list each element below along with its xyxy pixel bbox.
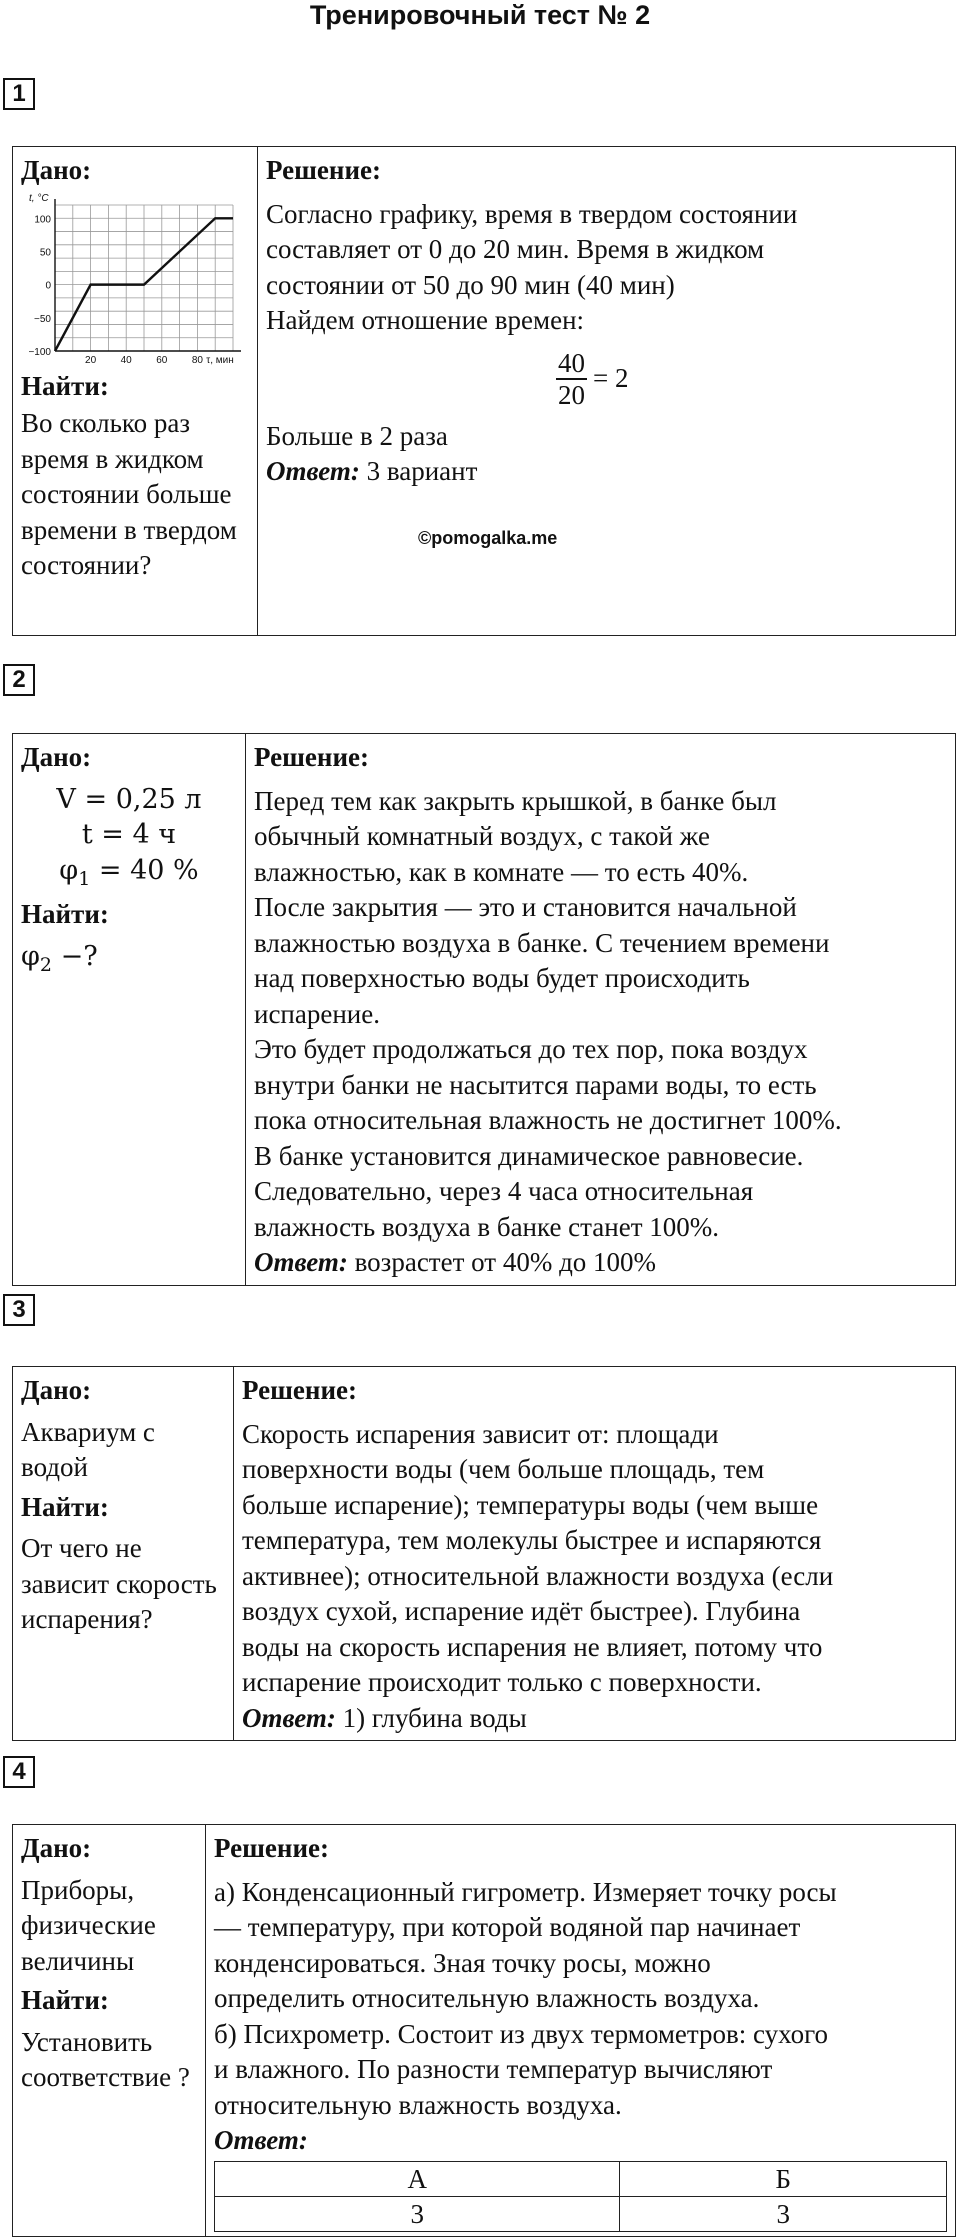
find-quantity (21, 939, 237, 984)
solution-text (242, 1417, 947, 1701)
find-text: Во сколько раз время в жидком состоянии больше времени в твердом состоянии? (21, 408, 237, 580)
solution-line: внутри банки не насытится парами воды, то есть (254, 1069, 817, 1100)
find-text: Установить соответствие ? (21, 2026, 190, 2092)
solution-line: После закрытия — это и становится начальной (254, 892, 797, 922)
solution-line: влажностью, как в комнате — то есть 40%. (254, 856, 749, 887)
x-tick-label: 60 (156, 354, 168, 366)
task-2-table (12, 733, 956, 1286)
task-4-solution-cell (206, 1825, 956, 2237)
solution-text (254, 784, 947, 1246)
solution-line: Согласно графику, время в твердом состоянии (266, 198, 798, 229)
x-tick-label: 80 (191, 354, 203, 366)
solution-label: Решение: (266, 155, 381, 185)
find-text: От чего не зависит скорость испарения? (21, 1533, 217, 1634)
given-label: Дано: (21, 155, 92, 185)
solution-label: Решение: (254, 742, 369, 772)
solution-line: относительную влажность воздуха. (214, 2089, 622, 2120)
find-label: Найти: (21, 899, 109, 929)
answer-label: Ответ: (242, 1702, 336, 1733)
solution-line: воздух сухой, испарение идёт быстрее). Глубина (242, 1596, 801, 1626)
solution-line: испарение происходит только с поверхности. (242, 1667, 762, 1697)
solution-line: определить относительную влажность воздуха. (214, 1983, 760, 2013)
given-humidity (21, 853, 237, 898)
answer-header-b: Б (620, 2161, 947, 2196)
given-label: Дано: (21, 1375, 92, 1405)
answer-line (266, 454, 947, 490)
solution-line: влажностью воздуха в банке. С течением времени (254, 927, 830, 958)
answer-value-a: 3 (215, 2196, 620, 2231)
solution-line: Найдем отношение времен: (266, 305, 585, 335)
task-number-2: 2 (3, 664, 35, 696)
solution-line: температура, тем молекулы быстрее и испаряются (242, 1525, 822, 1555)
find-label: Найти: (21, 370, 109, 401)
solution-line: Перед тем как закрыть крышкой, в банке был (254, 785, 777, 816)
find-label: Найти: (21, 1985, 109, 2015)
answer-label: Ответ: (214, 2125, 308, 2155)
solution-line: б) Психрометр. Состоит из двух термометров: сухого (214, 2018, 829, 2049)
answer-line (254, 1245, 947, 1281)
task-number-1: 1 (3, 78, 35, 110)
page-title: Тренировочный тест № 2 (309, 0, 651, 30)
solution-line: испарение. (254, 998, 380, 1029)
solution-line: а) Конденсационный гигрометр. Измеряет точку росы (214, 1876, 837, 1907)
subscript: 1 (78, 867, 91, 890)
solution-line: состоянии от 50 до 90 мин (40 мин) (266, 269, 675, 300)
task-1-solution-cell (258, 147, 956, 636)
task-4-table (12, 1824, 956, 2237)
solution-line: Это будет продолжаться до тех пор, пока воздух (254, 1034, 808, 1064)
phi-symbol: φ (21, 940, 40, 972)
given-time: t = 4 ч (81, 819, 177, 850)
given-volume: V = 0,25 л (56, 783, 202, 815)
fraction-equation (556, 339, 947, 419)
answer-label: Ответ: (266, 456, 360, 486)
solution-line: над поверхностью воды будет происходить (254, 963, 750, 993)
fraction-numerator: 40 (558, 347, 585, 378)
y-tick-label: 0 (45, 280, 51, 292)
y-tick-label: 100 (34, 213, 51, 225)
solution-label: Решение: (242, 1375, 357, 1405)
solution-line: поверхности воды (чем больше площадь, тем (242, 1454, 765, 1484)
task-2-given-cell (13, 734, 246, 1286)
watermark: ©pomogalka.me (418, 527, 558, 548)
subscript: 2 (39, 953, 52, 976)
solution-label: Решение: (214, 1833, 329, 1863)
answer-table (214, 2161, 947, 2232)
task-1-table (12, 146, 956, 636)
y-axis-label: t, °C (29, 192, 49, 204)
fraction (556, 348, 587, 410)
answer-line (214, 2123, 947, 2159)
solution-line: обычный комнатный воздух, с такой же (254, 821, 710, 851)
fraction-denominator: 20 (558, 379, 585, 410)
task-2-solution-cell (246, 734, 956, 1286)
given-text: Аквариум с водой (21, 1416, 155, 1482)
fraction-result: = 2 (593, 362, 629, 393)
x-tick-label: 20 (85, 354, 97, 366)
solution-line: конденсироваться. Зная точку росы, можно (214, 1947, 711, 1978)
find-label: Найти: (21, 1491, 109, 1522)
y-tick-label: −50 (34, 313, 51, 325)
x-axis-label: τ, мин (206, 354, 234, 366)
solution-line: больше испарение); температуры воды (чем выше (242, 1489, 819, 1520)
task-number-3: 3 (3, 1294, 35, 1326)
task-number-4: 4 (3, 1756, 35, 1788)
solution-line: Скорость испарения зависит от: площади (242, 1418, 719, 1449)
solution-line: В банке установится динамическое равновесие. (254, 1140, 804, 1171)
answer-text: 3 вариант (359, 456, 478, 486)
solution-line: пока относительная влажность не достигнет 100%. (254, 1105, 842, 1135)
answer-value-b: 3 (620, 2196, 947, 2231)
y-tick-label: 50 (39, 246, 51, 258)
humidity-value: = 40 % (90, 854, 199, 886)
solution-line: и влажного. По разности температур вычисляют (214, 2054, 773, 2084)
x-tick-label: 40 (120, 354, 132, 366)
unknown-mark: −? (52, 940, 98, 972)
solution-line: воды на скорость испарения не влияет, потому что (242, 1631, 823, 1662)
solution-text (266, 197, 947, 339)
task-3-table (12, 1366, 956, 1741)
solution-line: — температуру, при которой водяной пар начинает (214, 1912, 801, 1942)
temperature-graph (21, 191, 247, 367)
task-1-given-cell (13, 147, 258, 636)
answer-text: возрастет от 40% до 100% (347, 1247, 657, 1277)
solution-line: составляет от 0 до 20 мин. Время в жидком (266, 234, 765, 264)
task-3-solution-cell (234, 1367, 956, 1741)
answer-header-a: А (215, 2161, 620, 2196)
solution-line: активнее); относительной влажности воздуха (если (242, 1560, 834, 1591)
task-4-given-cell (13, 1825, 206, 2237)
y-tick-label: −100 (28, 346, 51, 358)
solution-text (214, 1875, 947, 2124)
solution-line: влажность воздуха в банке станет 100%. (254, 1211, 719, 1242)
answer-line (242, 1701, 947, 1737)
solution-line: Следовательно, через 4 часа относительная (254, 1176, 754, 1206)
conclusion: Больше в 2 раза (266, 420, 448, 451)
given-label: Дано: (21, 742, 92, 772)
answer-label: Ответ: (254, 1247, 348, 1277)
phi-symbol: φ (59, 854, 79, 886)
answer-text: 1) глубина воды (335, 1702, 527, 1733)
given-text: Приборы, физические величины (21, 1874, 156, 1976)
task-3-given-cell (13, 1367, 234, 1741)
given-label: Дано: (21, 1833, 92, 1863)
